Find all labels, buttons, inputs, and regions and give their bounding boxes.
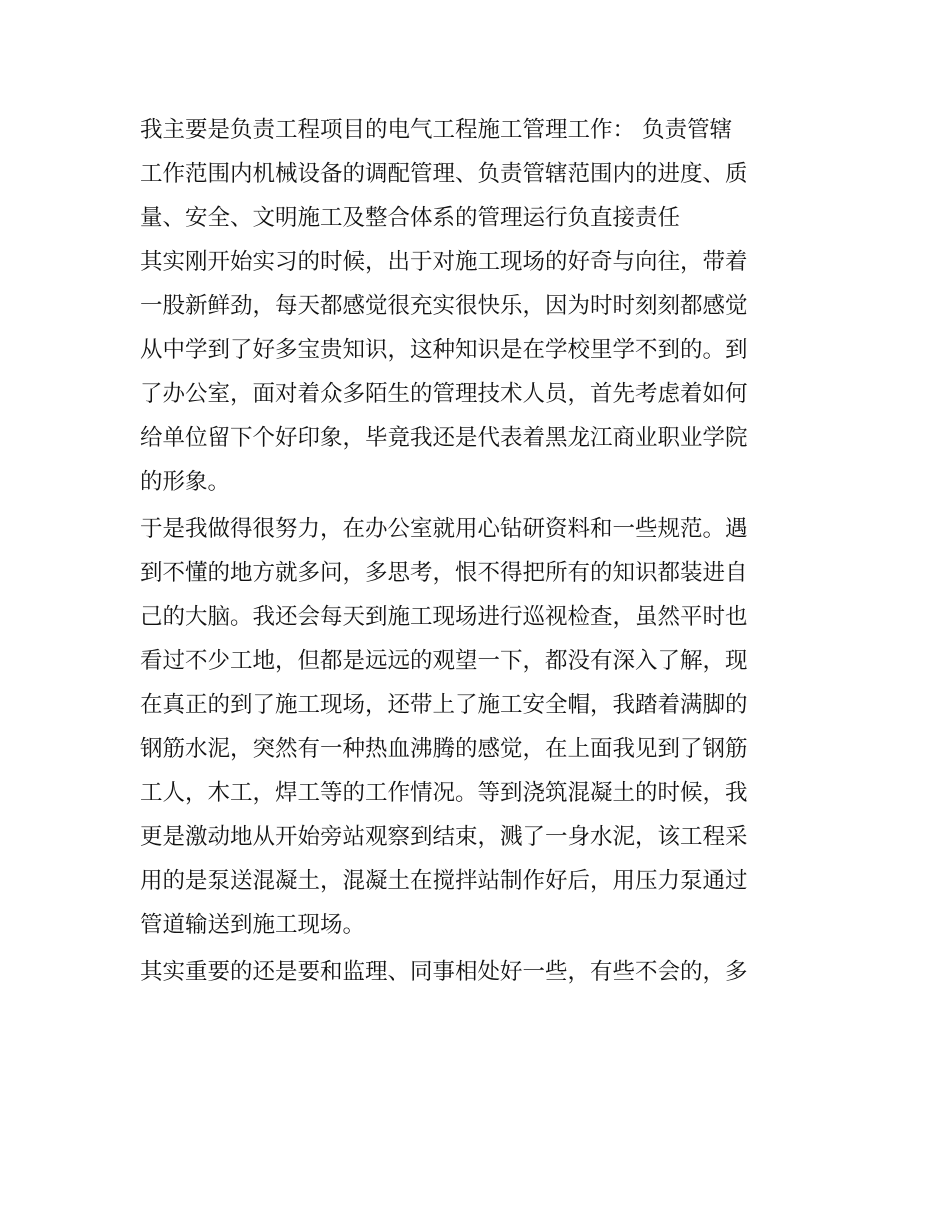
- text-line: 工人，木工，焊工等的工作情况。等到浇筑混凝土的时候，我: [140, 780, 748, 806]
- text-line: 量、安全、文明施工及整合体系的管理运行负直接责任: [140, 205, 681, 231]
- text-line: 我主要是负责工程项目的电气工程施工管理工作： 负责管辖: [140, 117, 733, 143]
- text-line: 更是激动地从开始旁站观察到结束，溅了一身水泥，该工程采: [140, 824, 748, 850]
- text-line: 的形象。: [140, 469, 231, 495]
- text-line: 看过不少工地，但都是远远的观望一下，都没有深入了解，现: [140, 648, 748, 674]
- text-line: 工作范围内机械设备的调配管理、负责管辖范围内的进度、质: [140, 161, 748, 187]
- text-line: 从中学到了好多宝贵知识，这种知识是在学校里学不到的。到: [140, 337, 748, 363]
- text-line: 一股新鲜劲，每天都感觉很充实很快乐，因为时时刻刻都感觉: [140, 293, 748, 319]
- paragraph-2: [140, 240, 812, 504]
- text-line: 了办公室，面对着众多陌生的管理技术人员，首先考虑着如何: [140, 381, 748, 407]
- document-body: [140, 108, 812, 994]
- text-line: 管道输送到施工现场。: [140, 912, 366, 938]
- text-line: 给单位留下个好印象，毕竟我还是代表着黑龙江商业职业学院: [140, 425, 748, 451]
- text-line: 于是我做得很努力，在办公室就用心钻研资料和一些规范。遇: [140, 516, 748, 542]
- text-line: 己的大脑。我还会每天到施工现场进行巡视检查，虽然平时也: [140, 604, 748, 630]
- text-line: 用的是泵送混凝土，混凝土在搅拌站制作好后，用压力泵通过: [140, 868, 748, 894]
- text-line: 到不懂的地方就多问，多思考，恨不得把所有的知识都装进自: [140, 560, 748, 586]
- paragraph-4: [140, 950, 812, 994]
- paragraph-3: [140, 507, 812, 947]
- text-line: 其实刚开始实习的时候，出于对施工现场的好奇与向往，带着: [140, 249, 748, 275]
- text-line: 其实重要的还是要和监理、同事相处好一些，有些不会的，多: [140, 959, 748, 985]
- text-line: 在真正的到了施工现场，还带上了施工安全帽，我踏着满脚的: [140, 692, 748, 718]
- paragraph-1: [140, 108, 812, 240]
- text-line: 钢筋水泥，突然有一种热血沸腾的感觉，在上面我见到了钢筋: [140, 736, 748, 762]
